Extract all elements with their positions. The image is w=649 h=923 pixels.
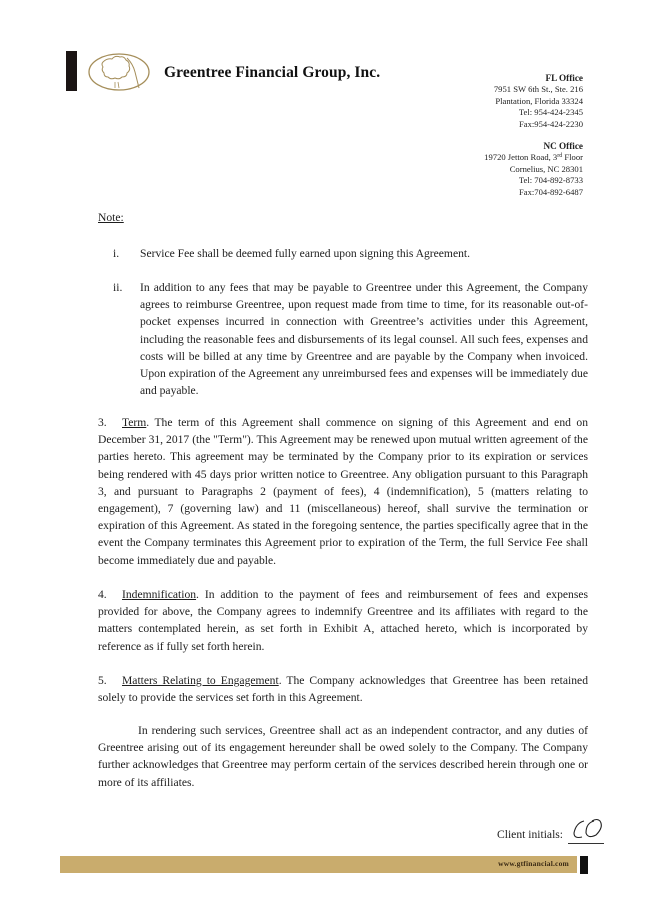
nc-address1-sup: rd [557, 153, 563, 160]
nc-office-address2: Cornelius, NC 28301 [509, 163, 583, 174]
company-name: Greentree Financial Group, Inc. [164, 64, 381, 81]
section-number: 5. [98, 674, 107, 687]
engagement-paragraph: In rendering such services, Greentree shall act as an independent contractor, and any duties of Greentree arising out of its engagement hereunder shall be owed solely to the Company. The Company further acknowledges that Greentree may perform certain of the services described herein through one or more of its affiliates. [98, 724, 588, 789]
fl-office-address1: 7951 SW 6th St., Ste. 216 [493, 84, 583, 95]
nc-office-fax: Fax:704-892-6487 [519, 186, 583, 197]
fl-office-address2: Plantation, Florida 33324 [495, 95, 583, 106]
initials-signature [570, 815, 610, 843]
nc-office-address [484, 141, 583, 198]
section-heading: Term [122, 416, 147, 429]
client-initials-label: Client initials: [497, 828, 564, 841]
tree-logo-icon [87, 52, 151, 92]
note-number: ii. [113, 281, 123, 294]
nc-office-tel: Tel: 704-892-8733 [518, 175, 583, 186]
section-number: 3. [98, 416, 107, 429]
section-indemnification [98, 586, 588, 655]
section-number: 4. [98, 588, 107, 601]
nc-address1-text: 19720 Jetton Road, 3 [484, 152, 558, 163]
footer-bar [60, 856, 577, 873]
nc-address1-floor: Floor [562, 152, 583, 163]
note-item [113, 279, 588, 399]
note-number: i. [113, 247, 120, 260]
footer-website-link[interactable]: www.gtfinancial.com [498, 859, 569, 868]
section-heading: Matters Relating to Engagement [122, 674, 279, 687]
section-heading: Indemnification [122, 588, 197, 601]
section-engagement [98, 672, 588, 706]
fl-office-fax: Fax:954-424-2230 [519, 118, 583, 129]
note-label: Note: [98, 211, 124, 224]
footer-accent-block [580, 856, 588, 874]
fl-office-tel: Tel: 954-424-2345 [518, 107, 583, 118]
nc-office-title: NC Office [543, 141, 583, 151]
nc-office-address1 [484, 152, 583, 163]
section-text: . In addition to the payment of fees and reimbursement of fees and expenses provided for above, the Company agrees to indemnify Greentree and its affiliates with regard to the matters contemplated herein, as set forth in Exhibit A, attached hereto, which is incorporated by reference as if fully set forth herein. [98, 588, 588, 653]
section-text: . The term of this Agreement shall commence on signing of this Agreement and end on December 31, 2017 (the "Term"). This Agreement may be renewed upon mutual written agreement of the parties hereto. This agreement may be terminated by the Company prior to its expiration or services being rendered with 45 days prior written notice to Greentree. Any obligation pursuant to this Paragraph 3, and pursuant to Paragraphs 2 (payment of fees), 4 (indemnification), 5 (matters relating to engagement), 7 (governing law) and 11 (miscellaneous) hereof, shall survive the termination or expiration of this Agreement. As stated in the foregoing sentence, the parties specifically agree that in the event the Company terminates this Agreement prior to expiration of the Term, the full Service Fee shall become immediately due and payable. [98, 416, 588, 567]
note-text: Service Fee shall be deemed fully earned upon signing this Agreement. [140, 247, 471, 260]
initials-signature-line [568, 843, 604, 844]
fl-office-address [494, 73, 583, 130]
fl-office-title: FL Office [545, 73, 583, 83]
note-text: In addition to any fees that may be payable to Greentree under this Agreement, the Company agrees to reimburse Greentree, upon request made from time to time, for its reasonable out-of-pocket expenses incurred in connection with Greentree’s activities under this Agreement, including the reasonable fees and disbursements of its legal counsel. All such fees, expenses and costs will be billed at any time by Greentree and are payable by the Company when invoiced. Upon expiration of the Agreement any unreimbursed fees and expenses will be immediately due and payable. [140, 281, 588, 398]
section-text: . The Company acknowledges that Greentree has been retained solely to provide the services set forth in this Agreement. [98, 674, 589, 705]
header-accent-bar [66, 51, 77, 91]
section-term [98, 414, 588, 569]
note-item [113, 245, 588, 262]
